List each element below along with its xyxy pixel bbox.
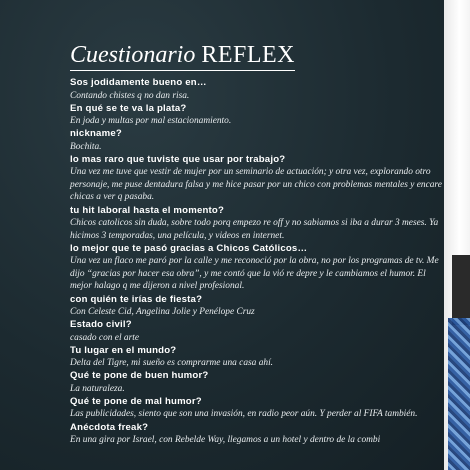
- qa-item: [70, 128, 442, 153]
- answer: Chicos catolicos sin duda, sobre todo porq empezo re off y no sabiamos si iba a durar 3 meses. Ya hicimos 3 temporadas, una película, y videos en internet.: [70, 218, 439, 241]
- adjacent-page-photo-dark: [452, 255, 470, 325]
- question: Qué te pone de mal humor?: [70, 395, 202, 407]
- answer: casado con el arte: [70, 332, 139, 343]
- answer: Contando chistes q no dan risa.: [70, 90, 190, 101]
- question: lo mejor que te pasó gracias a Chicos Católicos…: [70, 242, 308, 254]
- answer: Bochita.: [70, 141, 102, 152]
- answer: En una gira por Israel, con Rebelde Way, llegamos a un hotel y dentro de la combi: [70, 435, 381, 445]
- qa-item: [70, 370, 442, 395]
- qa-list: [70, 77, 442, 447]
- question: Sos jodidamente bueno en…: [70, 77, 207, 88]
- answer: Delta del Tigre, mi sueño es comprarme una casa ahí.: [70, 358, 274, 369]
- question: tu hit laboral hasta el momento?: [70, 204, 225, 216]
- questionnaire-column: [70, 42, 442, 447]
- qa-item: [70, 345, 442, 370]
- qa-item: [70, 103, 442, 128]
- adjacent-page-photo-pattern: [448, 318, 470, 470]
- qa-item: [70, 396, 442, 421]
- answer: Con Celeste Cid, Angelina Jolie y Penélope Cruz: [70, 307, 255, 318]
- qa-item: [70, 243, 442, 293]
- answer: En joda y multas por mal estacionamiento.: [70, 116, 232, 127]
- qa-item: [70, 422, 442, 447]
- question: nickname?: [70, 128, 122, 140]
- question: Anécdota freak?: [70, 421, 149, 433]
- title-cuestionario: Cuestionario: [70, 42, 196, 68]
- qa-item: [70, 77, 442, 102]
- question: Qué te pone de buen humor?: [70, 370, 209, 382]
- question: Estado civil?: [70, 319, 132, 331]
- title-reflex: REFLEX: [201, 42, 296, 68]
- answer: Una vez un flaco me paró por la calle y me reconoció por la obra, no por los programas de tv. Me dijo “gracias por hacer esa obra”, y me contó que la vió re depre y le cambiamos el humor. El mejor halago q me dijeron a nivel profesional.: [70, 256, 439, 292]
- answer: Las publicidades, siento que son una invasión, en radio peor aún. Y perder al FIFA también.: [70, 409, 418, 420]
- question: Tu lugar en el mundo?: [70, 344, 177, 356]
- qa-item: [70, 154, 442, 204]
- question: lo mas raro que tuviste que usar por trabajo?: [70, 153, 286, 165]
- page-title: [70, 42, 295, 71]
- question: En qué se te va la plata?: [70, 102, 187, 114]
- qa-item: [70, 319, 442, 344]
- answer: Una vez me tuve que vestir de mujer por un seminario de actuación; y otra vez, explorando otro personaje, me puse dentadura falsa y me hice pasar por un chico con problemas mentales y encare chicas a ver q pasaba.: [70, 167, 442, 203]
- question: con quién te irías de fiesta?: [70, 293, 203, 305]
- qa-item: [70, 294, 442, 319]
- answer: La naturaleza.: [70, 383, 125, 394]
- qa-item: [70, 205, 442, 243]
